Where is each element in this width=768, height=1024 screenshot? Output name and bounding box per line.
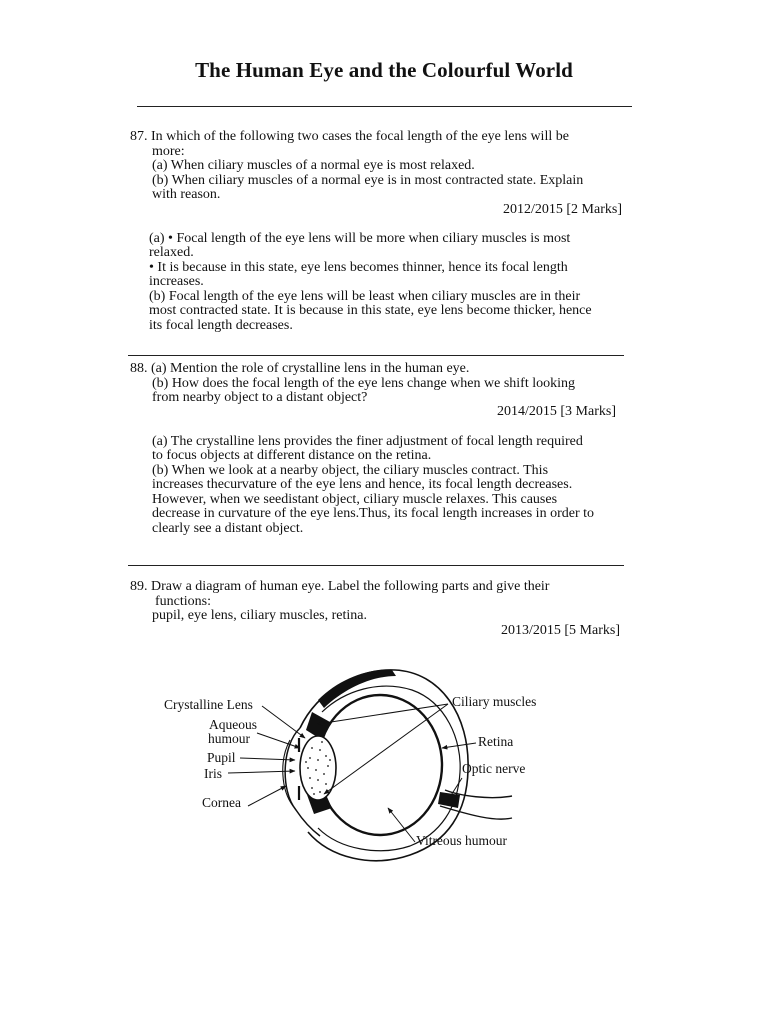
q88-answer-line: to focus objects at different distance on the retina. xyxy=(152,448,432,463)
q87-option-a: (a) When ciliary muscles of a normal eye is most relaxed. xyxy=(152,158,475,173)
q88-year-marks: 2014/2015 [3 Marks] xyxy=(497,404,616,419)
pointer-crystalline-lens xyxy=(262,706,305,738)
q87-answer-line: increases. xyxy=(149,274,204,289)
q87-question-line: more: xyxy=(152,144,185,159)
q87-option-b: with reason. xyxy=(152,187,221,202)
q87-answer-line: its focal length decreases. xyxy=(149,318,293,333)
q88-answer-line: (a) The crystalline lens provides the finer adjustment of focal length required xyxy=(152,434,583,449)
pointer-retina xyxy=(442,743,476,748)
label-iris: Iris xyxy=(204,766,222,781)
q87-answer-line: most contracted state. It is because in this state, eye lens become thicker, hence xyxy=(149,303,592,318)
pointer-cornea xyxy=(248,786,286,806)
label-retina: Retina xyxy=(478,734,514,749)
label-pupil: Pupil xyxy=(207,750,236,765)
q88-question-b: (b) How does the focal length of the eye lens change when we shift looking xyxy=(152,376,575,391)
q88-answer-line: (b) When we look at a nearby object, the ciliary muscles contract. This xyxy=(152,463,549,478)
q87-answer-line: (a) • Focal length of the eye lens will be more when ciliary muscles is most xyxy=(149,231,571,246)
q88-answer-line: decrease in curvature of the eye lens.Thus, its focal length increases in order to xyxy=(152,506,594,521)
q89-year-marks: 2013/2015 [5 Marks] xyxy=(501,623,620,638)
label-crystalline-lens: Crystalline Lens xyxy=(164,697,253,712)
label-optic-nerve: Optic nerve xyxy=(462,761,526,776)
page-title: The Human Eye and the Colourful World xyxy=(195,58,573,82)
label-vitreous-humour: Vitreous humour xyxy=(416,833,508,848)
q87-option-b: (b) When ciliary muscles of a normal eye is in most contracted state. Explain xyxy=(152,173,584,188)
label-aqueous: Aqueous xyxy=(209,717,257,732)
q89-question-line: functions: xyxy=(155,594,211,609)
q87-answer-line: (b) Focal length of the eye lens will be least when ciliary muscles are in their xyxy=(149,289,581,304)
q89-question-line: 89. Draw a diagram of human eye. Label the following parts and give their xyxy=(130,579,550,594)
q88-question-b: from nearby object to a distant object? xyxy=(152,390,368,405)
pointer-ciliary-lower xyxy=(324,704,448,794)
q87-answer-line: • It is because in this state, eye lens becomes thinner, hence its focal length xyxy=(149,260,568,275)
label-ciliary-muscles: Ciliary muscles xyxy=(452,694,537,709)
crystalline-lens xyxy=(300,736,336,800)
q88-answer-line: increases thecurvature of the eye lens and hence, its focal length decreases. xyxy=(152,477,573,492)
label-humour: humour xyxy=(208,731,250,746)
q88-question-a: 88. (a) Mention the role of crystalline lens in the human eye. xyxy=(130,361,470,376)
q89-question-line: pupil, eye lens, ciliary muscles, retina. xyxy=(152,608,367,623)
q87-answer-line: relaxed. xyxy=(149,245,194,260)
label-cornea: Cornea xyxy=(202,795,241,810)
q88-answer-line: However, when we seedistant object, ciliary muscle relaxes. This causes xyxy=(152,492,558,507)
q87-question-line: 87. In which of the following two cases the focal length of the eye lens will be xyxy=(130,129,569,144)
q88-answer-line: clearly see a distant object. xyxy=(152,521,304,536)
q87-year-marks: 2012/2015 [2 Marks] xyxy=(503,202,622,217)
choroid-upper xyxy=(318,670,396,708)
